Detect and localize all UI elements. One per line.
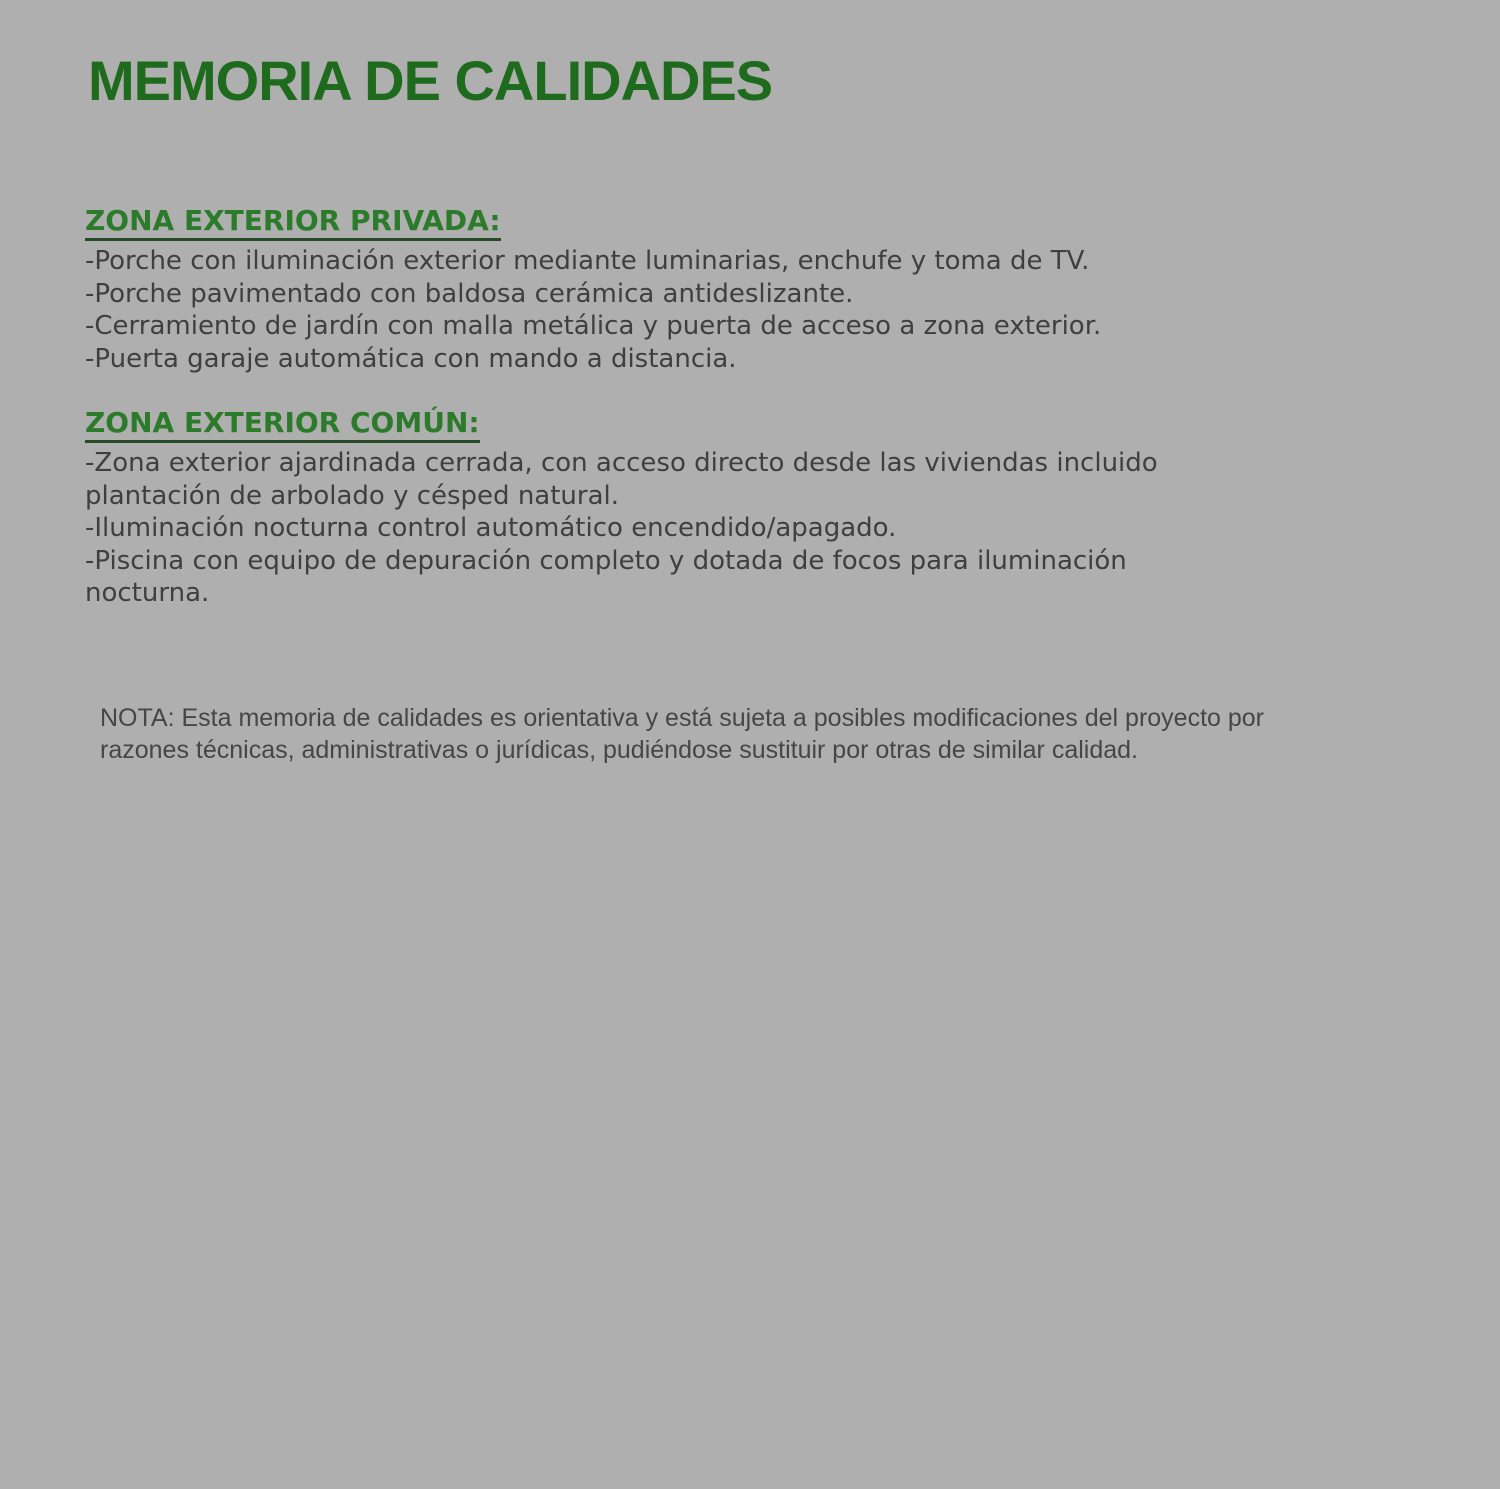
list-item: -Piscina con equipo de depuración completo y dotada de focos para iluminación nocturna. [85,545,1127,608]
section-heading-text: ZONA EXTERIOR PRIVADA: [85,204,501,241]
page-title: MEMORIA DE CALIDADES [88,49,773,112]
section-heading [85,204,1255,241]
list-item: -Puerta garaje automática con mando a distancia. [85,343,737,374]
list-item: -Porche pavimentado con baldosa cerámica antideslizante. [85,278,854,309]
document-body [85,204,1255,641]
list-item: -Iluminación nocturna control automático encendido/apagado. [85,513,897,543]
list-item: -Zona exterior ajardinada cerrada, con acceso directo desde las viviendas incluido plantación de arbolado y césped natural. [85,448,1158,511]
section-heading-text: ZONA EXTERIOR COMÚN: [85,406,480,443]
disclaimer-note: NOTA: Esta memoria de calidades es orientativa y está sujeta a posibles modificaciones del proyecto por razones técnicas, administrativas o jurídicas, pudiéndose sustituir por otras de similar calidad. [100,704,1265,764]
section-zona-exterior-comun [85,406,1255,610]
list-item: -Porche con iluminación exterior mediante luminarias, enchufe y toma de TV. [85,246,1090,276]
list-item: -Cerramiento de jardín con malla metálica y puerta de acceso a zona exterior. [85,311,1102,341]
section-zona-exterior-privada [85,204,1255,375]
section-heading [85,406,1255,443]
